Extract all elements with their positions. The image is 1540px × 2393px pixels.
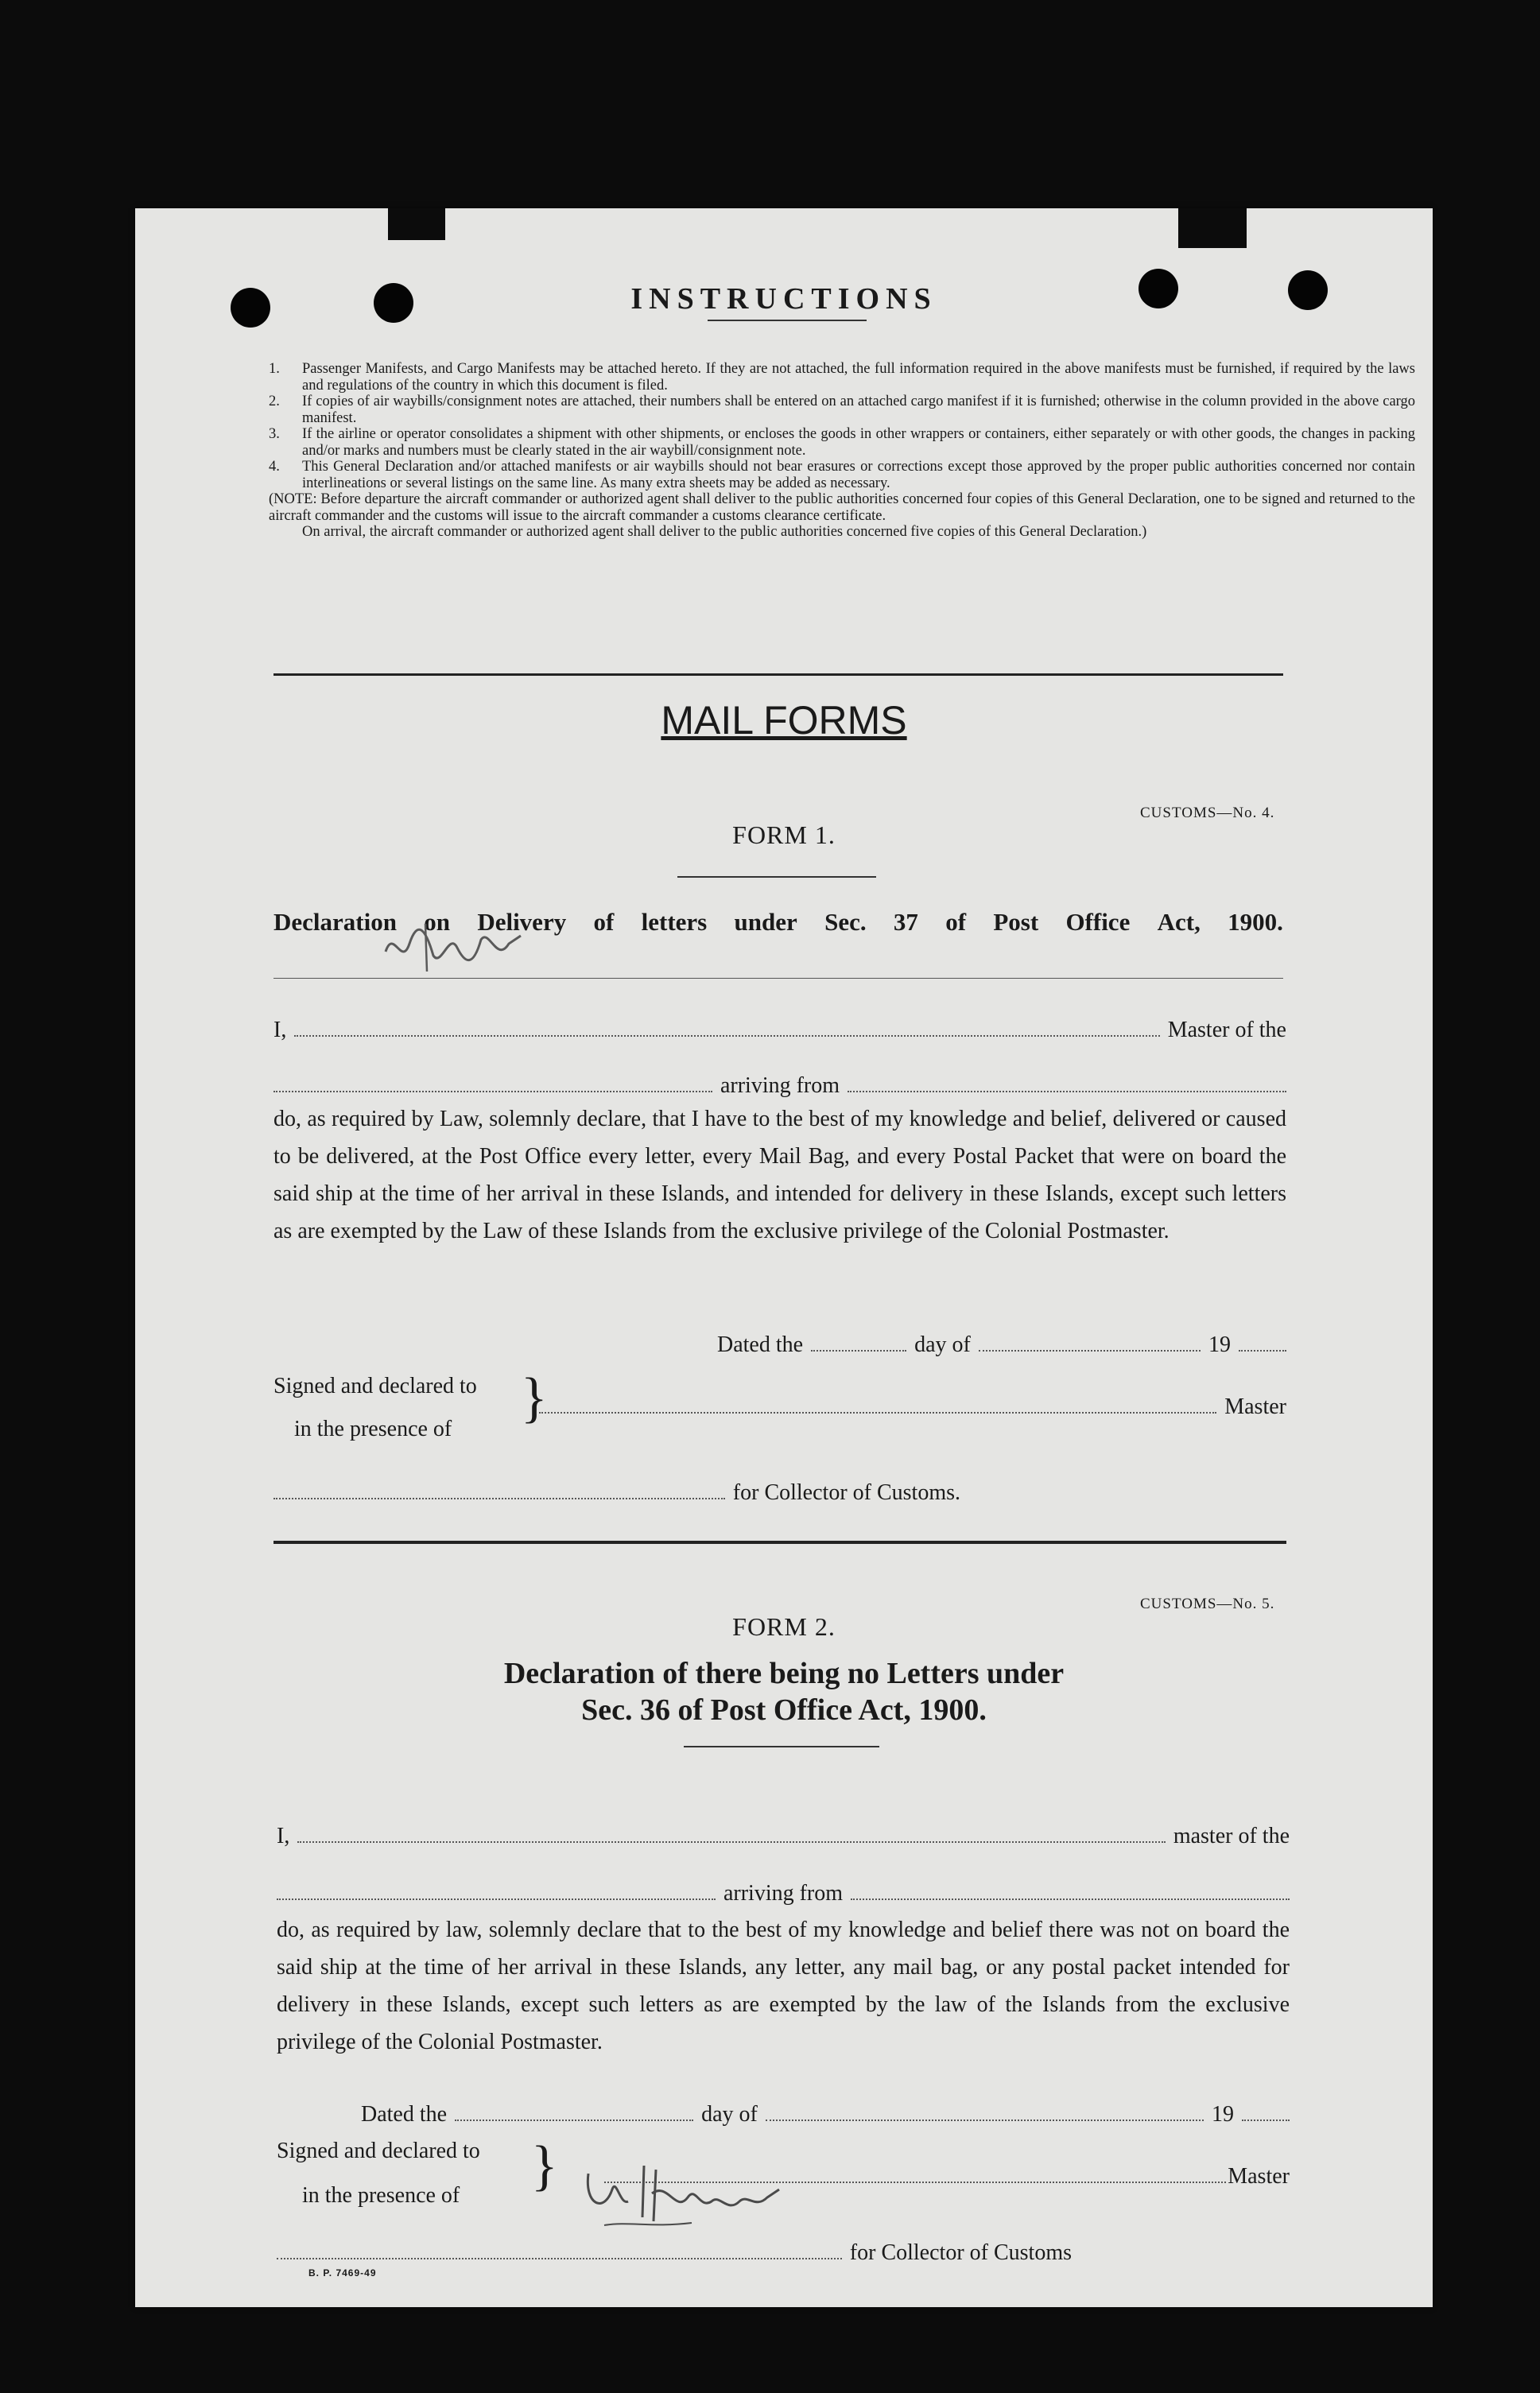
collector-field[interactable]	[273, 1498, 725, 1499]
form2-body: do, as required by law, solemnly declare that to the best of my knowledge and belief there was not on board the said ship at the time of her arrival in these Islands, any letter, any mail bag, or any postal packet intended for delivery in these Islands, except such letters as are exempted by the law of the Islands from the exclusive privilege of the Colonial Postmaster.	[277, 1918, 1290, 2054]
line-label: Master of the	[1167, 1018, 1286, 1042]
origin-field[interactable]	[848, 1091, 1286, 1092]
master-line	[273, 1018, 1286, 1043]
item-text: Passenger Manifests, and Cargo Manifests may be attached hereto. If they are not attached, the full information required in the above manifests must be furnished, if required by the laws and regulations of the country in which this document is filed.	[302, 361, 1415, 394]
presence-label: in the presence of	[294, 1417, 452, 1441]
item-text: If the airline or operator consolidates a shipment with other shipments, or encloses the goods in other wrappers or containers, either separately or with other goods, the changes in packing and/or marks and numbers must be clearly stated in the air waybill/consignment note.	[302, 426, 1415, 459]
declaration-word: letters	[641, 908, 708, 936]
instructions-title: INSTRUCTIONS	[630, 282, 937, 316]
clip-notch-right	[1178, 208, 1247, 248]
instruction-note	[269, 524, 1415, 541]
item-number: 1.	[269, 361, 280, 377]
presence-label: in the presence of	[302, 2183, 460, 2208]
item-text: This General Declaration and/or attached manifests or air waybills should not bear erasures or corrections except those approved by the proper public authorities concerned nor contain interlineations or several listings on the same line. As many extra sheets may be added as necessary.	[302, 459, 1415, 491]
form1-body: do, as required by Law, solemnly declare, that I have to the best of my knowledge and belief, delivered or caused to be delivered, at the Post Office every letter, every Mail Bag, and every Postal Packet that were on board the said ship at the time of her arrival in these Islands, and intended for delivery in these Islands, except such letters as are exempted by the Law of these Islands from the exclusive privilege of the Colonial Postmaster.	[273, 1107, 1286, 1243]
declaration-word: Post	[993, 908, 1039, 936]
clip-notch-left	[388, 208, 445, 240]
instruction-item	[269, 361, 1415, 394]
form1-heading: FORM 1.	[732, 820, 836, 849]
name-field[interactable]	[294, 1035, 1159, 1037]
name-field[interactable]	[297, 1841, 1166, 1843]
collector-line	[273, 1480, 960, 1506]
line-label: I,	[277, 1824, 290, 1848]
declaration-word: of	[945, 908, 967, 936]
declaration-word: of	[593, 908, 615, 936]
declaration-word: Sec.	[824, 908, 867, 936]
line-label: 19	[1212, 2102, 1234, 2127]
date-field[interactable]	[811, 1350, 906, 1352]
signed-label: Signed and declared to	[277, 2139, 480, 2163]
signature-field[interactable]	[539, 1412, 1216, 1414]
line-label: arriving from	[720, 1073, 840, 1098]
title-underline	[708, 320, 867, 321]
brace: }	[521, 1367, 548, 1429]
line-label: Master	[1224, 1394, 1286, 1419]
line-label: for Collector of Customs.	[732, 1480, 960, 1505]
instruction-item	[269, 459, 1415, 491]
handwritten-signature-form1	[378, 920, 529, 975]
master-line	[277, 1824, 1290, 1849]
year-field[interactable]	[1242, 2120, 1290, 2121]
instruction-item	[269, 426, 1415, 459]
section-divider	[273, 673, 1283, 676]
heading-underline	[684, 1746, 879, 1747]
item-text: If copies of air waybills/consignment notes are attached, their numbers shall be entered on an attached cargo manifest if it is furnished; otherwise in the column provided in the above cargo manifest.	[302, 394, 1415, 426]
line-label: day of	[914, 1332, 971, 1357]
instruction-item	[269, 394, 1415, 426]
item-number: 4.	[269, 459, 280, 475]
print-code: B. P. 7469-49	[308, 2267, 377, 2279]
declaration-word: Delivery	[477, 908, 567, 936]
signed-label: Signed and declared to	[273, 1374, 477, 1398]
form2-declaration-title-2: Sec. 36 of Post Office Act, 1900.	[581, 1693, 987, 1727]
note-text: (NOTE: Before departure the aircraft commander or authorized agent shall deliver to the public authorities concerned four copies of this General Declaration, one to be signed and returned to the aircraft commander and the customs will issue to the aircraft commander a customs clearance certificate.	[269, 491, 1415, 524]
line-label: Dated the	[717, 1332, 804, 1357]
line-label: Master	[1228, 2164, 1290, 2189]
form2-heading: FORM 2.	[732, 1612, 836, 1641]
arriving-line	[277, 1881, 1290, 1906]
line-label: day of	[701, 2102, 758, 2127]
customs-number: CUSTOMS—No. 4.	[1140, 805, 1275, 821]
line-label: master of the	[1173, 1824, 1290, 1848]
year-field[interactable]	[1239, 1350, 1286, 1352]
declaration-word: Office	[1065, 908, 1131, 936]
mail-forms-title: MAIL FORMS	[661, 698, 907, 743]
ship-field[interactable]	[277, 1898, 716, 1900]
line-label: I,	[273, 1018, 287, 1042]
declaration-word: 1900.	[1228, 908, 1283, 936]
note-text: On arrival, the aircraft commander or authorized agent shall deliver to the public authorities concerned five copies of this General Declaration.)	[302, 524, 1147, 540]
declaration-word: on	[424, 908, 451, 936]
instruction-note	[269, 491, 1415, 524]
line-label: for Collector of Customs	[849, 2240, 1072, 2265]
declaration-word: 37	[893, 908, 918, 936]
month-field[interactable]	[979, 1350, 1201, 1352]
date-field[interactable]	[455, 2120, 693, 2121]
declaration-word: Declaration	[273, 908, 397, 936]
handwritten-signature-form2	[580, 2158, 787, 2229]
origin-field[interactable]	[851, 1898, 1290, 1900]
line-label: Dated the	[361, 2102, 448, 2127]
item-number: 2.	[269, 394, 280, 409]
collector-line	[277, 2240, 1072, 2266]
arriving-line	[273, 1073, 1286, 1099]
line-label: arriving from	[723, 1881, 844, 1906]
dated-line	[717, 1332, 1286, 1358]
month-field[interactable]	[766, 2120, 1204, 2121]
signature-line	[539, 1394, 1286, 1420]
item-number: 3.	[269, 426, 280, 442]
heading-underline	[677, 876, 876, 878]
customs-number: CUSTOMS—No. 5.	[1140, 1596, 1275, 1612]
line-label: 19	[1208, 1332, 1231, 1357]
dated-line	[361, 2102, 1290, 2127]
document-page	[135, 208, 1433, 2307]
brace: }	[531, 2135, 558, 2197]
collector-field[interactable]	[277, 2258, 842, 2259]
instructions-list	[269, 361, 1415, 541]
ship-field[interactable]	[273, 1091, 712, 1092]
declaration-word: under	[734, 908, 797, 936]
section-divider	[273, 1541, 1286, 1544]
form2-declaration-title-1: Declaration of there being no Letters under	[503, 1657, 1065, 1690]
declaration-word: Act,	[1157, 908, 1201, 936]
section-divider	[273, 978, 1283, 979]
